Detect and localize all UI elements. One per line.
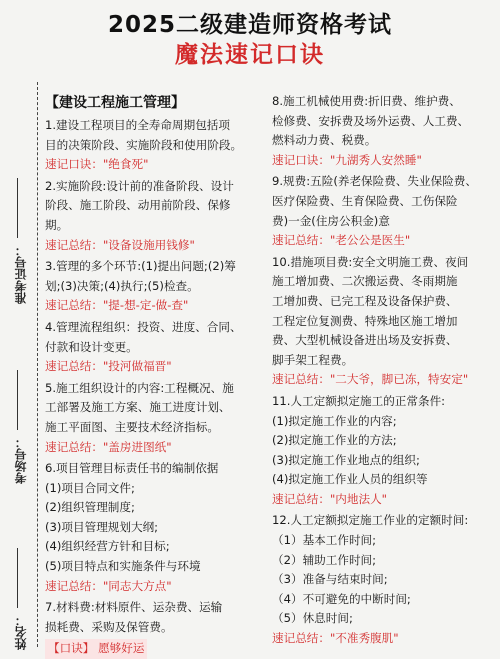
item-text-line: （4）不可避免的中断时间; — [272, 591, 411, 606]
memo-mnemonic: 速记总结："提-想-定-做-查" — [45, 298, 189, 313]
left-column — [45, 92, 263, 659]
item-text-line: （5）休息时间; — [272, 611, 353, 626]
item-text-line: (5)项目特点和实施条件与环境 — [45, 559, 201, 574]
item-text-line: (3)拟定施工作业地点的组织; — [272, 452, 420, 467]
item-text-line: 工程定位复测费、特殊地区施工增加 — [272, 313, 458, 328]
item-text-line: 6.项目管理目标责任书的编制依据 — [45, 461, 219, 476]
page-subtitle: 魔法速记口诀 — [175, 42, 325, 68]
ticket-number-label: 准考证号： — [14, 244, 28, 304]
memo-mnemonic: 速记总结："二大爷，脚已冻，特安定" — [272, 372, 469, 387]
memo-item — [272, 392, 494, 510]
item-text-line: 阶段、施工阶段、动用前阶段、保修 — [45, 198, 231, 213]
memo-item — [272, 92, 494, 170]
binding-dashed-line — [37, 82, 38, 647]
item-text-line: 费、大型机械设备进出场及安拆费、 — [272, 333, 458, 348]
item-text-line: 7.材料费:材料原件、运杂费、运输 — [45, 600, 223, 615]
item-text-line: 工部署及施工方案、施工进度计划、 — [45, 400, 231, 415]
right-items — [272, 92, 494, 651]
item-gap — [272, 649, 494, 651]
memo-mnemonic: 速记口诀："九湖秀人安然睡" — [272, 152, 422, 167]
right-column — [272, 92, 494, 651]
item-text-line: 费)一金(住房公积金)意 — [272, 213, 390, 228]
item-text-line: （2）辅助工作时间; — [272, 552, 377, 567]
memo-mnemonic: 速记总结："老公公是医生" — [272, 233, 411, 248]
exam-room-field — [10, 370, 32, 484]
memo-item — [45, 379, 263, 457]
item-text-line: 工增加费、已完工程及设备保护费、 — [272, 293, 458, 308]
item-text-line: 施工平面图、主要技术经济指标。 — [45, 419, 219, 434]
item-text-line: 4.管理流程组织：投资、进度、合同、 — [45, 319, 242, 334]
item-text-line: （3）准备与结束时间; — [272, 572, 388, 587]
item-text-line: 8.施工机械使用费:折旧费、维护费、 — [272, 94, 461, 108]
koujue-tag-label: 【口诀】 — [48, 641, 95, 656]
item-text-line: (1)拟定施工作业的内容; — [272, 413, 397, 428]
item-text-line: (1)项目合同文件; — [45, 480, 135, 495]
item-text-line: 5.施工组织设计的内容:工程概况、施 — [45, 380, 234, 395]
item-text-line: 损耗费、采购及保管费。 — [45, 619, 173, 634]
item-text-line: 付款和设计变更。 — [45, 339, 138, 354]
memo-item — [45, 598, 263, 637]
memo-mnemonic: 速记总结："内地法人" — [272, 491, 388, 506]
name-field — [10, 548, 32, 650]
section-title: 【建设工程施工管理】 — [45, 95, 185, 111]
koujue-tag — [45, 639, 147, 659]
footer-line — [45, 639, 263, 659]
item-text-line: 检修费、安拆费及场外运费、人工费、 — [272, 113, 470, 128]
item-text-line: 燃料动力费、税费。 — [272, 133, 377, 148]
memo-item — [45, 257, 263, 316]
name-label: 姓名： — [14, 614, 28, 650]
item-text-line: 1.建设工程项目的全寿命周期包括项 — [45, 118, 230, 132]
item-text-line: 期。 — [45, 217, 69, 232]
memo-mnemonic: 速记总结："投河做福晋" — [45, 359, 172, 374]
item-text-line: (2)拟定施工作业的方法; — [272, 433, 397, 448]
memo-item — [272, 511, 494, 648]
item-text-line: 2.实施阶段:设计前的准备阶段、设计 — [45, 178, 234, 193]
item-text-line: 目的决策阶段、实施阶段和使用阶段。 — [45, 137, 243, 152]
exam-room-underline — [17, 370, 18, 430]
memo-mnemonic: 速记总结："设备设施用钱修" — [45, 237, 195, 252]
name-underline — [17, 548, 18, 608]
ticket-number-field — [10, 178, 32, 304]
item-text-line: 3.管理的多个环节:(1)提出问题;(2)筹 — [45, 259, 236, 274]
memo-item — [45, 116, 263, 175]
item-text-line: (2)组织管理制度; — [45, 500, 135, 515]
item-text-line: (4)组织经营方针和目标; — [45, 539, 170, 554]
item-text-line: 医疗保险费、生育保险费、工伤保险 — [272, 193, 458, 208]
exam-room-label: 考场号： — [14, 436, 28, 484]
item-text-line: 脚手架工程费。 — [272, 352, 354, 367]
item-text-line: (3)项目管理规划大纲; — [45, 519, 159, 534]
item-text-line: 11.人工定额拟定施工的正常条件: — [272, 393, 446, 408]
memo-mnemonic: 速记总结："不准秀腹肌" — [272, 631, 399, 646]
memo-mnemonic: 速记总结："盖房进图纸" — [45, 439, 172, 454]
page-title: 2025二级建造师资格考试 — [107, 12, 392, 38]
item-text-line: 10.措施项目费:安全文明施工费、夜间 — [272, 254, 469, 269]
item-text-line: 划;(3)决策;(4)执行;(5)检查。 — [45, 278, 199, 293]
item-text-line: (4)拟定施工作业人员的组织等 — [272, 472, 428, 487]
left-items — [45, 116, 263, 639]
item-text-line: 12.人工定额拟定施工作业的定额时间: — [272, 513, 469, 528]
item-text-line: 施工增加费、二次搬运费、冬雨期施 — [272, 274, 458, 289]
koujue-tag-text: 愿够好运 — [98, 641, 145, 656]
memo-item — [45, 318, 263, 377]
memo-item — [45, 459, 263, 596]
memo-item — [272, 253, 494, 390]
item-text-line: （1）基本工作时间; — [272, 533, 377, 548]
ticket-number-underline — [17, 178, 18, 238]
memo-mnemonic: 速记口诀："绝食死" — [45, 157, 149, 172]
item-text-line: 9.规费:五险(养老保险费、失业保险费、 — [272, 174, 477, 189]
memo-item — [45, 177, 263, 255]
memo-item — [272, 172, 494, 250]
memo-mnemonic: 速记总结："同志大方点" — [45, 578, 172, 593]
